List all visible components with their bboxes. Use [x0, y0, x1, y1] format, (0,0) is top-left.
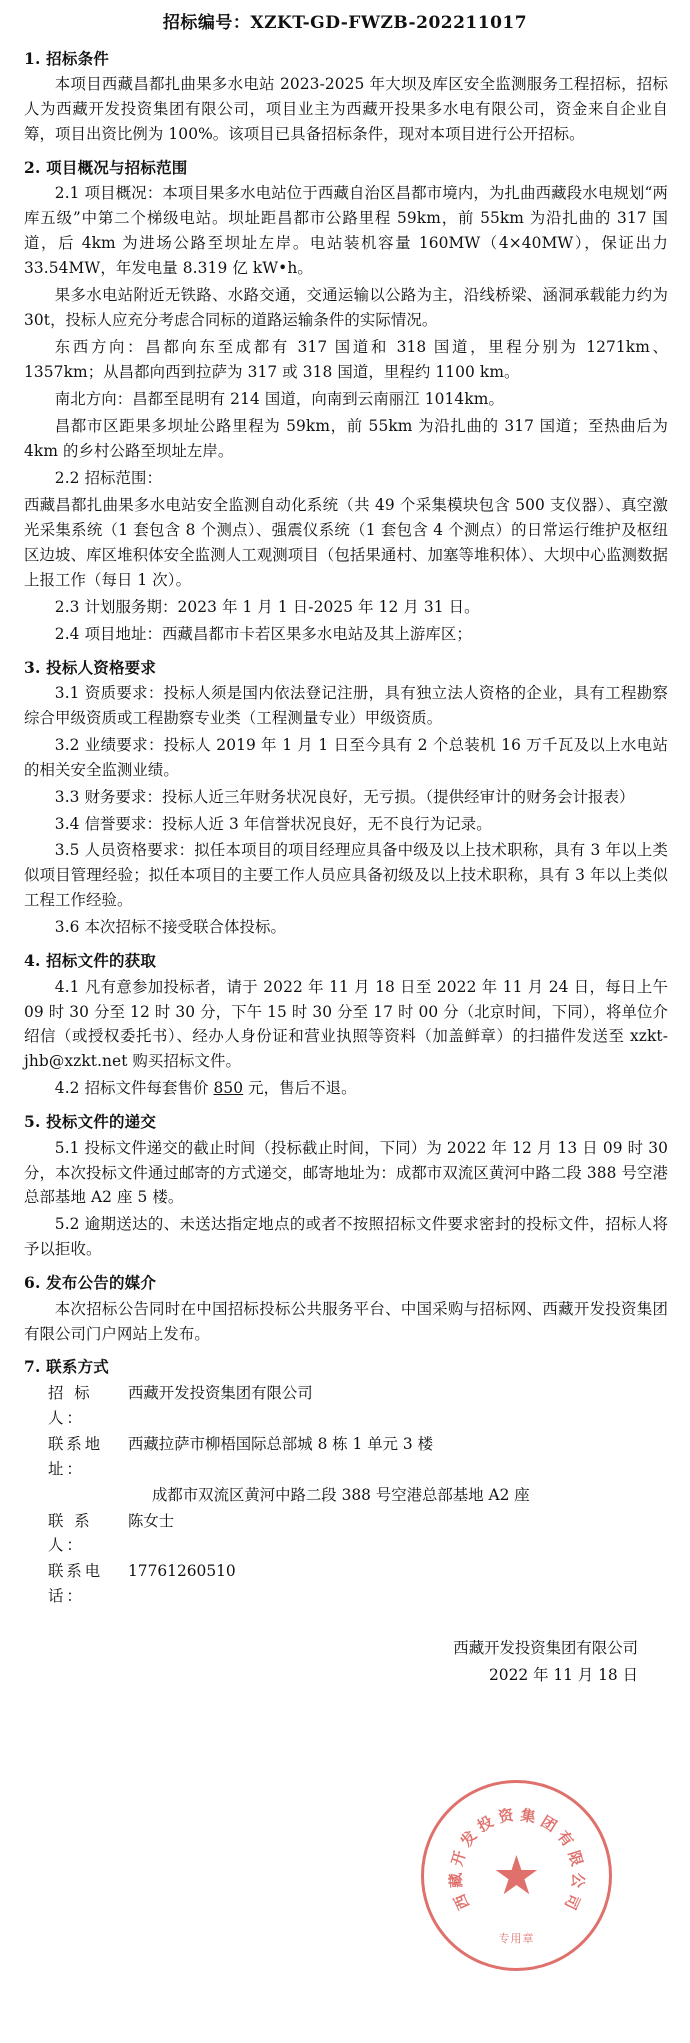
section-3-paragraph-4: 3.4 信誉要求：投标人近 3 年信誉状况良好，无不良行为记录。	[54, 814, 492, 833]
contact-row-person	[24, 1509, 668, 1559]
signature-date: 2022 年 11 月 18 日	[489, 1666, 638, 1685]
contact-label-phone: 联系电话：	[48, 1562, 104, 1606]
section-2-paragraph-5: 昌都市区距果多坝址公路里程为 59km，前 55km 为沿扎曲的 317 国道；至热曲后为 4km 的乡村公路至坝址左岸。	[24, 416, 668, 460]
contact-row-bidder	[24, 1381, 668, 1431]
document-number: 招标编号：XZKT-GD-FWZB-202211017	[162, 13, 528, 33]
section-2-paragraph-3: 东西方向：昌都向东至成都有 317 国道和 318 国道，里程分别为 1271km、1357km；从昌都向西到拉萨为 317 或 318 国道，里程约 1100 km。	[24, 338, 668, 382]
contact-label-bidder: 招 标 人：	[48, 1383, 93, 1427]
section-3-paragraph-1: 3.1 资质要求：投标人须是国内依法登记注册，具有独立法人资格的企业，具有工程勘察综合甲级资质或工程勘察专业类（工程测量专业）甲级资质。	[24, 683, 668, 727]
section-heading-2: 2. 项目概况与招标范围	[24, 158, 188, 178]
section-2-paragraph-4: 南北方向：昌都至昆明有 214 国道，向南到云南丽江 1014km。	[54, 389, 504, 408]
seal-ring-text: 西 藏 开 发 投 资 集 团 有 限 公 司	[446, 1805, 587, 1912]
contact-value-bidder: 西藏开发投资集团有限公司	[128, 1383, 313, 1402]
section-1-paragraph-1: 本项目西藏昌都扎曲果多水电站 2023-2025 年大坝及库区安全监测服务工程招标，招标人为西藏开发投资集团有限公司，项目业主为西藏开投果多水电有限公司，资金来自企业自筹，项目出资比例为 100%。该项目已具备招标条件，现对本项目进行公开招标。	[24, 75, 668, 144]
section-6-paragraph-1: 本次招标公告同时在中国招标投标公共服务平台、中国采购与招标网、西藏开发投资集团有限公司门户网站上发布。	[24, 1299, 668, 1343]
section-2-paragraph-7: 西藏昌都扎曲果多水电站安全监测自动化系统（共 49 个采集模块包含 500 支仪器）、真空激光采集系统（1 套包含 8 个测点）、强震仪系统（1 套包含 4 个测点）的日常运行维护及枢纽区边坡、库区堆积体安全监测人工观测项目（包括果通村、加塞等堆积体）、大坝中心监测数据上报工作（每日 1 次）。	[24, 495, 668, 589]
section-heading-5: 5. 投标文件的递交	[24, 1112, 157, 1132]
section-2-paragraph-1: 2.1 项目概况：本项目果多水电站位于西藏自治区昌都市境内，为扎曲西藏段水电规划“两库五级”中第二个梯级电站。坝址距昌都市公路里程 59km，前 55km 为沿扎曲的 317 国道，后 4km 为进场公路至坝址左岸。电站装机容量 160MW（4×40MW），保证出力 33.54MW，年发电量 8.319 亿 kW•h。	[24, 184, 668, 278]
section-5-paragraph-2: 5.2 逾期送达的、未送达指定地点的或者不按照招标文件要求密封的投标文件，招标人将予以拒收。	[24, 1215, 668, 1259]
section-5-paragraph-1: 5.1 投标文件递交的截止时间（投标截止时间，下同）为 2022 年 12 月 13 日 09 时 30 分，本次投标文件通过邮寄的方式递交，邮寄地址为：成都市双流区黄河中路二段 388 号空港总部基地 A2 座 5 楼。	[24, 1138, 668, 1207]
section-3-paragraph-2: 3.2 业绩要求：投标人 2019 年 1 月 1 日至今具有 2 个总装机 16 万千瓦及以上水电站的相关安全监测业绩。	[24, 735, 668, 779]
contact-value-address-secondary: 成都市双流区黄河中路二段 388 号空港总部基地 A2 座	[152, 1485, 530, 1504]
section-heading-3: 3. 投标人资格要求	[24, 657, 157, 677]
section-3-paragraph-6: 3.6 本次招标不接受联合体投标。	[54, 918, 286, 937]
section-3-paragraph-3: 3.3 财务要求：投标人近三年财务状况良好，无亏损。（提供经审计的财务会计报表）	[54, 787, 635, 806]
seal-star-icon: ★	[492, 1843, 541, 1907]
section-2-paragraph-2: 果多水电站附近无铁路、水路交通，交通运输以公路为主，沿线桥梁、涵洞承载能力约为 30t，投标人应充分考虑合同标的道路运输条件的实际情况。	[24, 286, 668, 330]
contact-block	[24, 1381, 668, 1610]
section-4-paragraph-1: 4.1 凡有意参加投标者，请于 2022 年 11 月 18 日至 2022 年 11 月 24 日，每日上午 09 时 30 分至 12 时 30 分，下午 15 时 30 分至 17 时 00 分（北京时间，下同），将单位介绍信（或授权委托书）、经办人身份证和营业执照等资料（加盖鲜章）的扫描件发送至 xzkt-jhb@xzkt.net 购买招标文件。	[24, 977, 668, 1071]
signature-block	[24, 1635, 668, 1689]
section-2-paragraph-8: 2.3 计划服务期：2023 年 1 月 1 日-2025 年 12 月 31 日。	[54, 597, 480, 616]
price-amount: 850	[213, 1079, 244, 1098]
section-heading-4: 4. 招标文件的获取	[24, 951, 157, 971]
section-2-paragraph-9: 2.4 项目地址：西藏昌都市卡若区果多水电站及其上游库区；	[54, 624, 472, 643]
section-heading-1: 1. 招标条件	[24, 49, 109, 68]
section-heading-6: 6. 发布公告的媒介	[24, 1273, 157, 1293]
section-4-paragraph-2	[24, 1076, 668, 1101]
section-4-price-text-prefix: 4.2 招标文件每套售价	[54, 1079, 214, 1098]
contact-value-address: 西藏拉萨市柳梧国际总部城 8 栋 1 单元 3 楼	[128, 1434, 433, 1453]
contact-value-phone: 17761260510	[128, 1562, 236, 1581]
section-4-price-text-suffix: 元，售后不退。	[243, 1079, 357, 1098]
document-body	[0, 47, 690, 1689]
section-3-paragraph-5: 3.5 人员资格要求：拟任本项目的项目经理应具备中级及以上技术职称，具有 3 年以上类似项目管理经验；拟任本项目的主要工作人员应具备初级及以上技术职称，具有 3 年以上类似工程工作经验。	[24, 841, 668, 910]
contact-label-person: 联 系 人：	[48, 1511, 93, 1555]
contact-row-phone	[24, 1559, 668, 1609]
company-seal-stamp	[421, 1780, 612, 1971]
contact-value-person: 陈女士	[128, 1511, 175, 1530]
contact-label-address: 联系地址：	[48, 1434, 104, 1478]
seal-bottom-text: 专用章	[498, 1932, 535, 1945]
signature-company: 西藏开发投资集团有限公司	[453, 1639, 638, 1658]
contact-row-address	[24, 1432, 668, 1482]
section-heading-7: 7. 联系方式	[24, 1357, 109, 1377]
section-2-paragraph-6: 2.2 招标范围：	[54, 468, 163, 487]
